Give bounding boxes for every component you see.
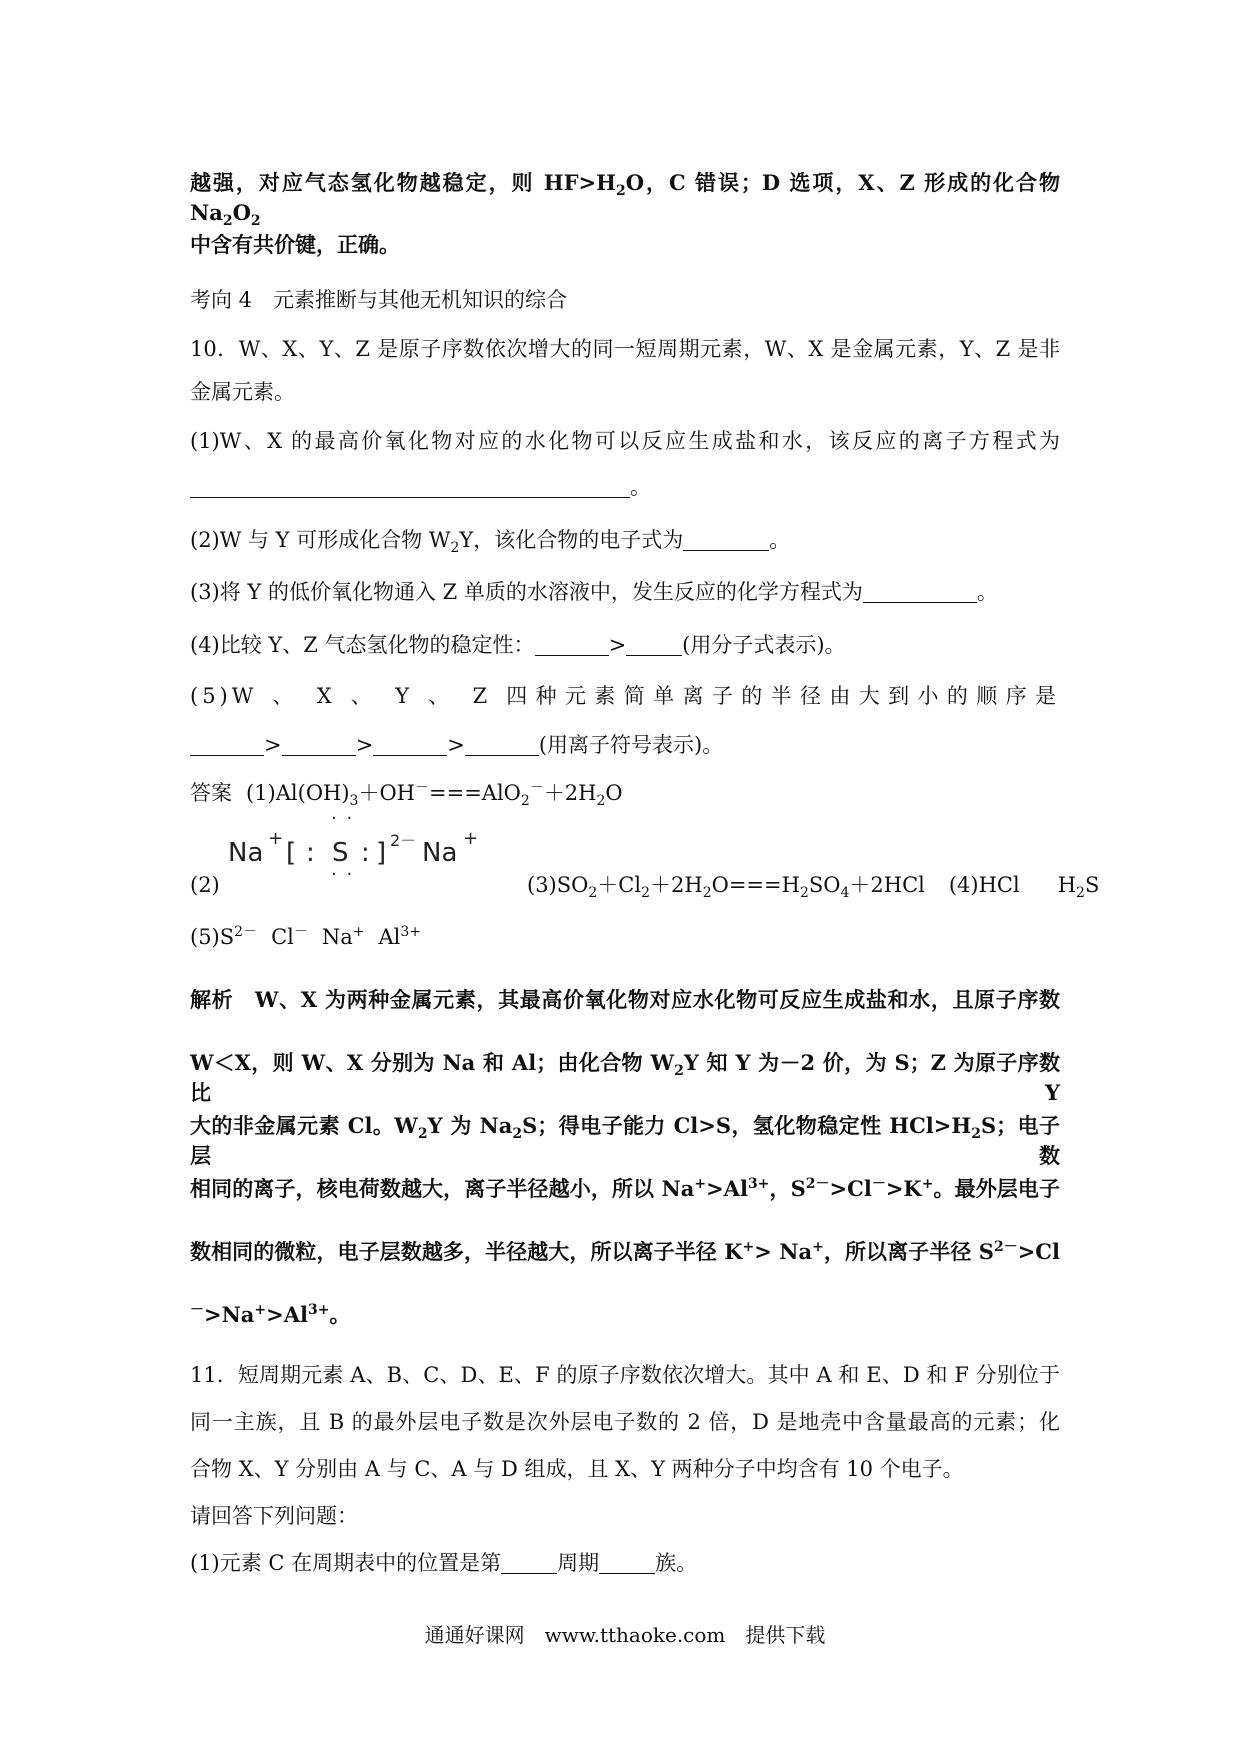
lewis-na-left: Na [228,838,264,868]
answer-line1: 答案 $(1)Al(OH)_3+OH^-===AlO_2^-+2H_2O$ [190,780,623,810]
q11-line3: 合物 X、Y 分别由 A 与 C、A 与 D 组成，且 X、Y 两种分子中均含有 10 个电子。 [190,1457,964,1481]
q11-line2: 同一主族，且 B 的最外层电子数是次外层电子数的 2 倍，D 是地壳中含量最高的元素；化 [190,1410,1060,1434]
q10-stem-line1: 10．W、X、Y、Z 是原子序数依次增大的同一短周期元素，W、X 是金属元素，Y、Z 是非 [190,337,1060,361]
answer-blank[interactable] [683,528,769,551]
answer-blank[interactable] [626,633,682,656]
document-page [190,0,1100,1754]
q10-part1-line1: (1)W、X 的最高价氧化物对应的水化物可以反应生成盐和水，该反应的离子方程式为 [190,429,1060,453]
answer-blank[interactable] [190,733,264,756]
lewis-bracket-close: ] [376,838,387,868]
answer-label: 答案 [190,781,232,805]
analysis-line1: 解析 W、X 为两种金属元素，其最高价氧化物对应水化物可反应生成盐和水，且原子序数 [190,987,1060,1012]
lewis-plus-left: + [268,828,284,849]
answer-blank[interactable] [863,580,977,603]
analysis-line3: 大的非金属元素 Cl。$W_2Y$ 为 $Na_2S$；得电子能力 Cl>S，氢化物稳定性 $HCl>H_2S$；电子层数 [190,1113,1060,1168]
lewis-colon-left: : [306,838,315,868]
answer-blank[interactable] [190,475,630,498]
lewis-colon-right: : [361,838,370,868]
q10-part4: (4)比较 Y、Z 气态氢化物的稳定性： > (用分子式表示)。 [190,633,846,657]
answer-blank[interactable] [535,633,609,656]
lewis-charge: 2－ [390,831,417,850]
q10-part5-line2: > > > (用离子符号表示)。 [190,730,723,760]
answer-blank[interactable] [373,733,447,756]
lewis-dots-top: · · [331,808,355,829]
answer-line2-rest: $(3)SO_2+Cl_2+2H_2O===H_2SO_4+2HCl$ (4)HCl $H_2S$ [527,873,1100,902]
analysis-line6: $^->Na^+>Al^{3+}$。 [190,1302,351,1327]
q10-part3: (3)将 Y 的低价氧化物通入 Z 单质的水溶液中，发生反应的化学方程式为 。 [190,580,998,604]
lewis-dots-bottom: · · [331,864,355,885]
answer-line2-label: (2) [190,873,220,897]
electron-dot-formula [228,808,518,890]
q10-part1-line2: 。 [190,472,651,502]
answer-blank[interactable] [465,733,539,756]
lewis-plus-right: + [463,828,479,849]
analysis-line5: 数相同的微粒，电子层数越多，半径越大，所以离子半径 K+> Na+，所以离子半径 $S^{2-}>Cl$ [190,1239,1060,1264]
answer-blank[interactable] [282,733,356,756]
prev-explanation-line1: 越强，对应气态氢化物越稳定，则 $HF>H_2O$，C 错误；D 选项，X、Z 形成的化合物 $Na_2O_2$ [190,170,1060,230]
lewis-sulfur: S [332,838,349,868]
answer-blank[interactable] [501,1551,557,1574]
analysis-line4: 相同的离子，核电荷数越大，离子半径越小，所以 $Na^+>Al^{3+}$，$S^{2-}>Cl^->K^+$。最外层电子 [190,1176,1060,1201]
section-heading: 考向 4 元素推断与其他无机知识的综合 [190,288,568,312]
lewis-bracket-open: [ [286,838,297,868]
q10-part5-line1: (5)W 、 X 、 Y 、 Z 四种元素简单离子的半径由大到小的顺序是 [190,684,1060,708]
q11-line4: 请回答下列问题： [190,1504,358,1528]
prev-explanation-line2: 中含有共价键，正确。 [190,232,400,257]
q11-line1: 11．短周期元素 A、B、C、D、E、F 的原子序数依次增大。其中 A 和 E、D 和 F 分别位于 [190,1363,1060,1387]
lewis-na-right: Na [422,838,458,868]
page-footer: 通通好课网 www.tthaoke.com 提供下载 [424,1623,826,1647]
answer-blank[interactable] [599,1551,655,1574]
answer-line3: $(5)S^{2-}$ Cl－ Na+ $Al^{3+}$ [190,924,422,949]
q10-stem-line2: 金属元素。 [190,380,295,404]
analysis-line2: W＜X，则 W、X 分别为 Na 和 Al；由化合物 $W_2Y$ 知 Y 为－2 价，为 S；Z 为原子序数比 Y [190,1050,1060,1105]
q11-part1: (1)元素 C 在周期表中的位置是第 周期 族。 [190,1551,698,1575]
q10-part2: (2)W 与 Y 可形成化合物 $W_2Y$，该化合物的电子式为 。 [190,528,791,557]
